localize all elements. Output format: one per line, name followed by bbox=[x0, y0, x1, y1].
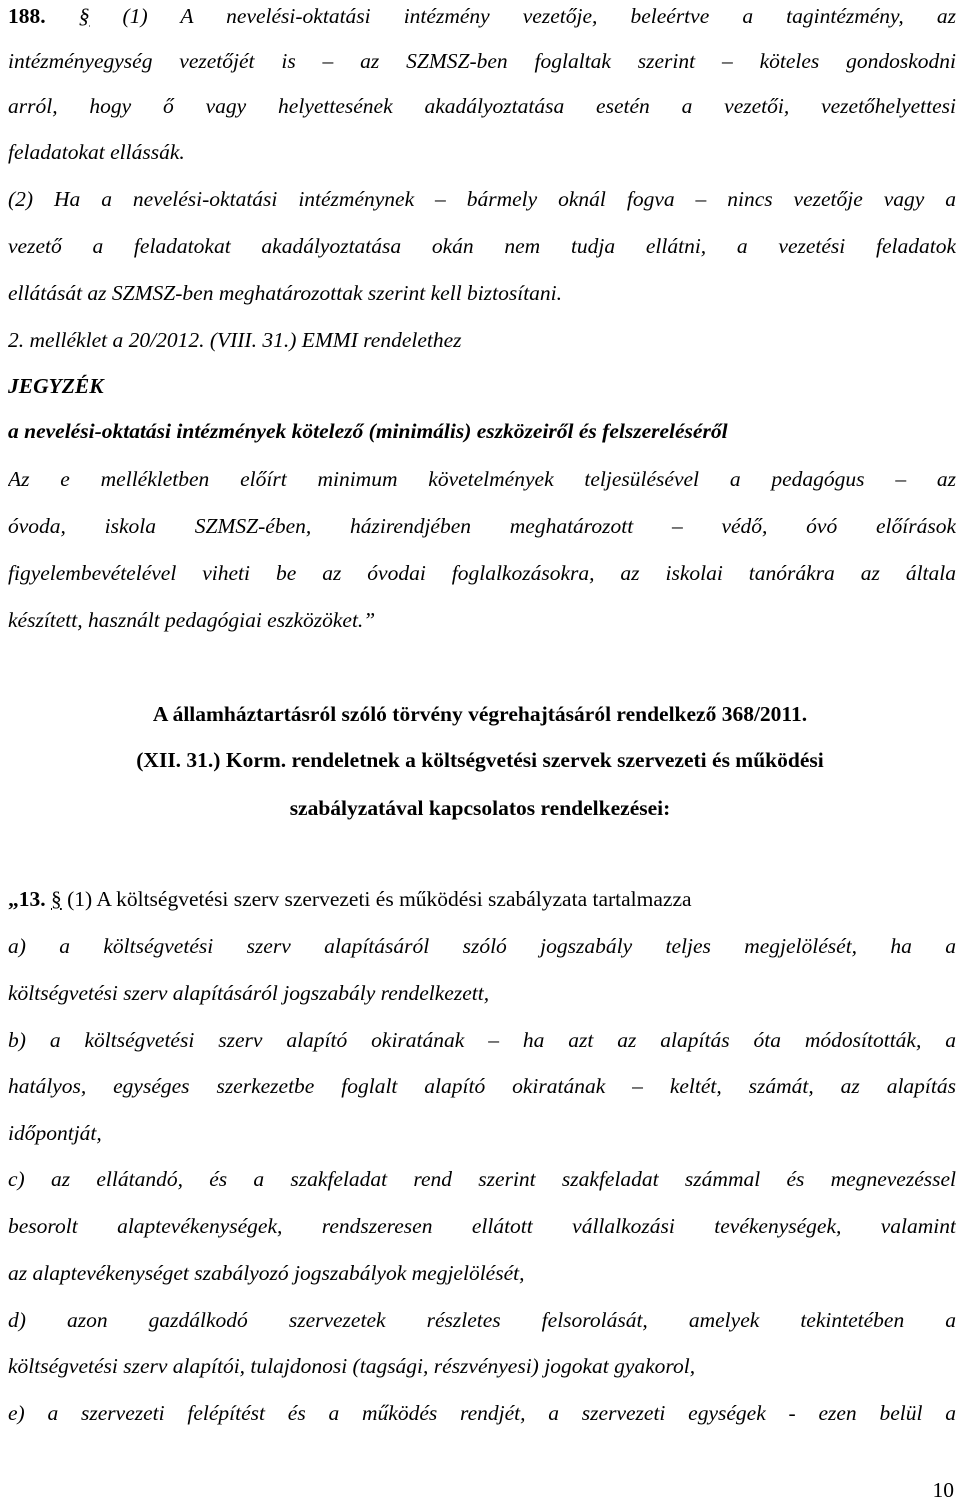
art13-item-line-3: b) a költségvetési szerv alapító okiratának – ha azt az alapítás óta módosították, a bbox=[8, 1028, 956, 1052]
art13-item-line-1: a) a költségvetési szerv alapításáról szóló jogszabály teljes megjelölését, ha a bbox=[8, 934, 956, 958]
annex-body-line-4: készített, használt pedagógiai eszközöket.” bbox=[8, 608, 376, 632]
annex-reference: 2. melléklet a 20/2012. (VIII. 31.) EMMI rendelethez bbox=[8, 328, 462, 352]
art13-item-line-2: költségvetési szerv alapításáról jogszabály rendelkezett, bbox=[8, 981, 490, 1005]
annex-body-line-1: Az e mellékletben előírt minimum követelmények teljesülésével a pedagógus – az bbox=[8, 467, 956, 491]
annex-subtitle: a nevelési-oktatási intézmények kötelező (minimális) eszközeiről és felszereléséről bbox=[8, 419, 728, 443]
art13-item-line-9: d) azon gazdálkodó szervezetek részletes felsorolását, amelyek tekintetében a bbox=[8, 1308, 956, 1332]
annex-heading: JEGYZÉK bbox=[8, 374, 104, 398]
art13-intro: (1) A költségvetési szerv szervezeti és működési szabályzata tartalmazza bbox=[61, 887, 692, 911]
art13-item-line-5: időpontját, bbox=[8, 1121, 102, 1145]
section-title-line-1: A államháztartásról szóló törvény végrehajtásáról rendelkező 368/2011. bbox=[152, 702, 808, 726]
art188-line-1 bbox=[8, 3, 956, 30]
section-title-line-2: (XII. 31.) Korm. rendeletnek a költségvetési szervek szervezeti és működési bbox=[136, 748, 824, 772]
annex-body-line-2: óvoda, iskola SZMSZ-ében, házirendjében meghatározott – védő, óvó előírások bbox=[8, 514, 956, 538]
art13-item-line-7: besorolt alaptevékenységek, rendszeresen ellátott vállalkozási tevékenységek, valamint bbox=[8, 1214, 956, 1238]
art188-p2-line-2: vezető a feladatokat akadályoztatása okán nem tudja ellátni, a vezetési feladatok bbox=[8, 234, 956, 258]
art188-line-2: intézményegység vezetőjét is – az SZMSZ-ben foglaltak szerint – köteles gondoskodni bbox=[8, 49, 956, 73]
art13-item-line-11: e) a szervezeti felépítést és a működés rendjét, a szervezeti egységek - ezen belül a bbox=[8, 1401, 956, 1425]
section-title-line-3: szabályzatával kapcsolatos rendelkezései: bbox=[289, 796, 671, 820]
page-number: 10 bbox=[932, 1478, 954, 1502]
art13-item-line-8: az alaptevékenységet szabályozó jogszabályok megjelölését, bbox=[8, 1261, 525, 1285]
art188-p2-line-1: (2) Ha a nevelési-oktatási intézménynek – bármely oknál fogva – nincs vezetője vagy a bbox=[8, 187, 956, 211]
art188-line-4: feladatokat ellássák. bbox=[8, 140, 185, 164]
art188-line-3: arról, hogy ő vagy helyettesének akadályoztatása esetén a vezetői, vezetőhelyettesi bbox=[8, 94, 956, 118]
art13-item-line-10: költségvetési szerv alapítói, tulajdonosi (tagsági, részvényesi) jogokat gyakorol, bbox=[8, 1354, 696, 1378]
art13-item-line-6: c) az ellátandó, és a szakfeladat rend szerint szakfeladat számmal és megnevezéssel bbox=[8, 1167, 956, 1191]
art188-p1-text: (1) A nevelési-oktatási intézmény vezetője, beleértve a tagintézmény, az bbox=[89, 4, 956, 28]
article-number: 188. bbox=[8, 4, 46, 28]
section-sign: § bbox=[78, 4, 90, 28]
art13-intro-line bbox=[8, 886, 956, 913]
annex-body-line-3: figyelembevételével viheti be az óvodai foglalkozásokra, az iskolai tanórákra az általa bbox=[8, 561, 956, 585]
art13-lead: „13. bbox=[8, 887, 51, 911]
art13-section-sign: § bbox=[51, 887, 62, 911]
art13-item-line-4: hatályos, egységes szerkezetbe foglalt alapító okiratának – keltét, számát, az alapítás bbox=[8, 1074, 956, 1098]
art188-p2-line-3: ellátását az SZMSZ-ben meghatározottak szerint kell biztosítani. bbox=[8, 281, 563, 305]
